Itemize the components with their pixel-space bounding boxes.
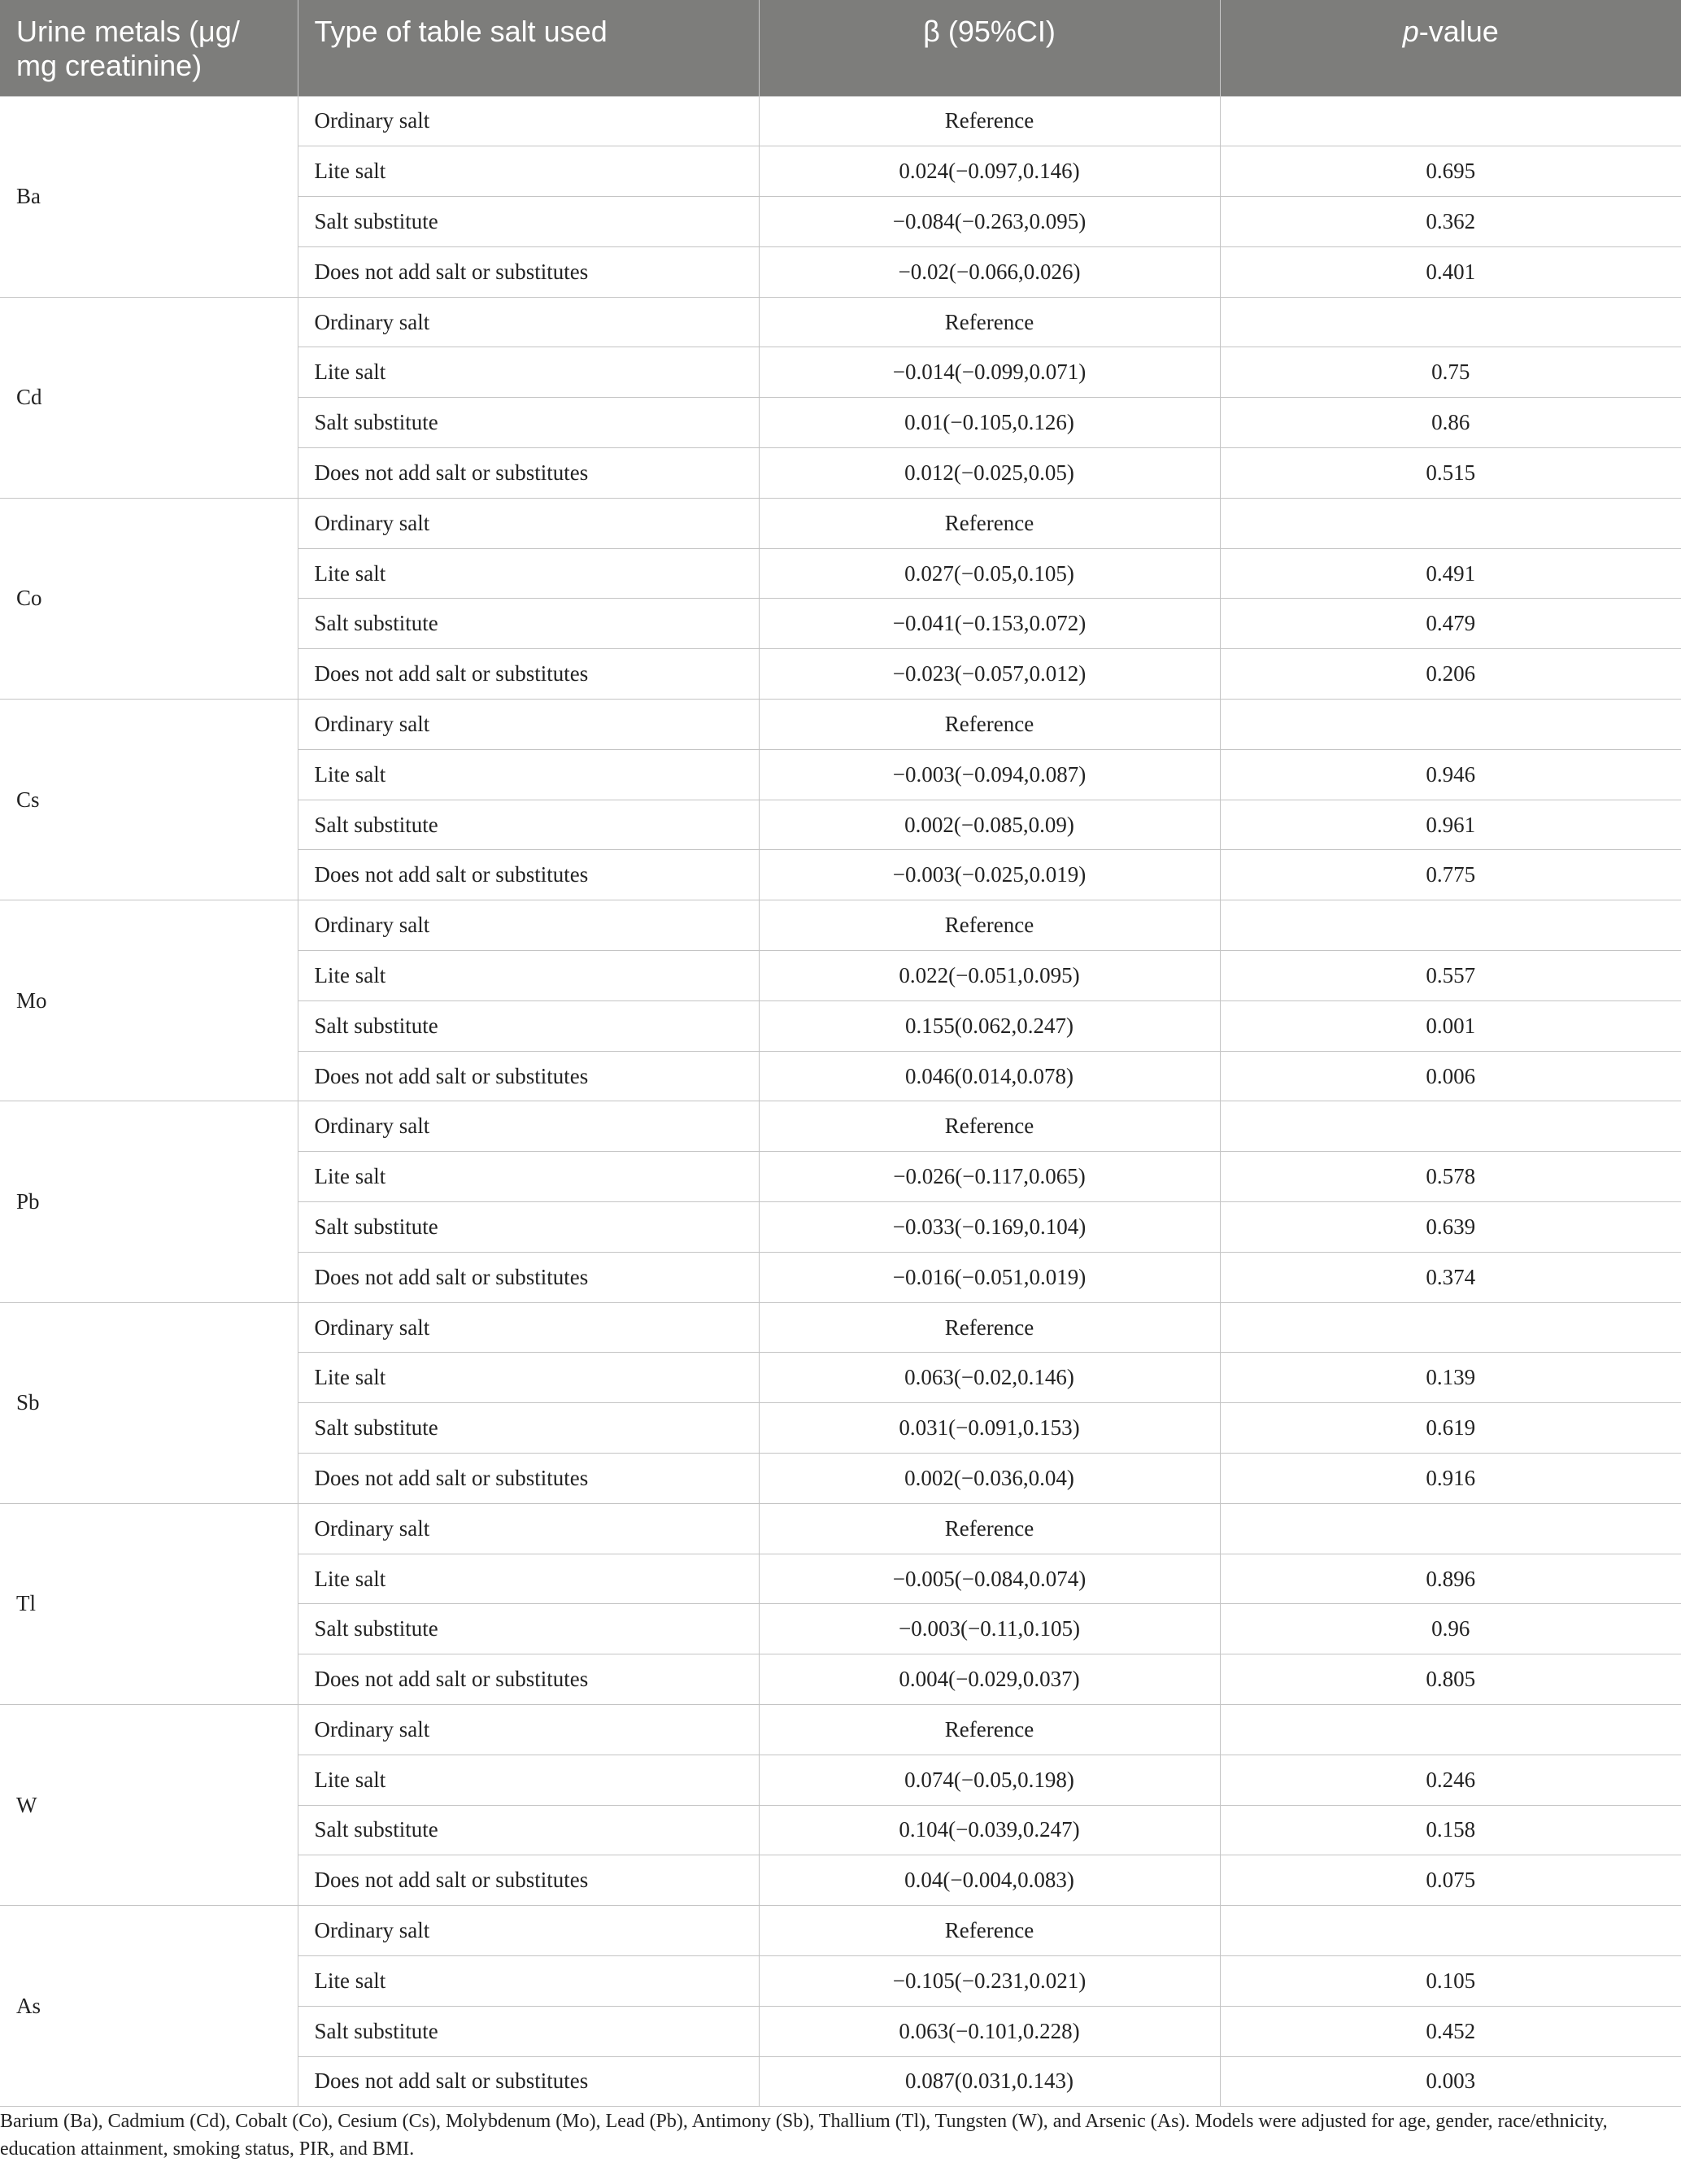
beta-ci-cell: 0.04(−0.004,0.083): [759, 1855, 1220, 1906]
beta-ci-cell: 0.002(−0.085,0.09): [759, 800, 1220, 850]
table-row: [0, 1503, 1681, 1554]
p-value-cell: [1220, 1302, 1681, 1353]
salt-type-cell: Ordinary salt: [298, 1101, 759, 1152]
p-value-cell: [1220, 1906, 1681, 1956]
salt-type-cell: Lite salt: [298, 1152, 759, 1202]
beta-ci-cell: 0.063(−0.02,0.146): [759, 1353, 1220, 1403]
table-row: [0, 900, 1681, 951]
beta-ci-cell: Reference: [759, 1101, 1220, 1152]
salt-type-cell: Lite salt: [298, 1755, 759, 1805]
beta-ci-cell: −0.041(−0.153,0.072): [759, 599, 1220, 649]
beta-ci-cell: Reference: [759, 1906, 1220, 1956]
p-value-cell: [1220, 900, 1681, 951]
salt-type-cell: Lite salt: [298, 1353, 759, 1403]
salt-type-cell: Salt substitute: [298, 1403, 759, 1454]
salt-type-cell: Does not add salt or substitutes: [298, 1252, 759, 1302]
salt-type-cell: Does not add salt or substitutes: [298, 649, 759, 700]
salt-type-cell: Ordinary salt: [298, 96, 759, 146]
header-p-suffix: -value: [1418, 15, 1499, 48]
beta-ci-cell: 0.022(−0.051,0.095): [759, 951, 1220, 1001]
beta-ci-cell: 0.027(−0.05,0.105): [759, 548, 1220, 599]
p-value-cell: 0.003: [1220, 2056, 1681, 2107]
header-p-value: [1220, 0, 1681, 96]
salt-type-cell: Does not add salt or substitutes: [298, 1454, 759, 1504]
salt-type-cell: Does not add salt or substitutes: [298, 2056, 759, 2107]
beta-ci-cell: 0.155(0.062,0.247): [759, 1000, 1220, 1051]
p-value-cell: 0.896: [1220, 1554, 1681, 1604]
salt-type-cell: Salt substitute: [298, 1604, 759, 1654]
table-row: [0, 1906, 1681, 1956]
p-value-cell: 0.139: [1220, 1353, 1681, 1403]
table-body: [0, 96, 1681, 2107]
metal-cell: Pb: [0, 1101, 298, 1302]
p-value-cell: [1220, 96, 1681, 146]
beta-ci-cell: −0.084(−0.263,0.095): [759, 197, 1220, 247]
p-value-cell: [1220, 700, 1681, 750]
p-value-cell: 0.75: [1220, 347, 1681, 398]
p-value-cell: 0.961: [1220, 800, 1681, 850]
p-value-cell: [1220, 498, 1681, 548]
salt-type-cell: Does not add salt or substitutes: [298, 448, 759, 499]
p-value-cell: 0.775: [1220, 850, 1681, 900]
salt-type-cell: Does not add salt or substitutes: [298, 246, 759, 297]
beta-ci-cell: 0.01(−0.105,0.126): [759, 398, 1220, 448]
p-value-cell: 0.452: [1220, 2006, 1681, 2056]
metal-cell: Tl: [0, 1503, 298, 1704]
p-value-cell: 0.695: [1220, 146, 1681, 197]
beta-ci-cell: Reference: [759, 900, 1220, 951]
p-value-cell: 0.158: [1220, 1805, 1681, 1855]
beta-ci-cell: 0.024(−0.097,0.146): [759, 146, 1220, 197]
salt-type-cell: Lite salt: [298, 146, 759, 197]
salt-type-cell: Salt substitute: [298, 2006, 759, 2056]
beta-ci-cell: −0.105(−0.231,0.021): [759, 1955, 1220, 2006]
p-value-cell: 0.491: [1220, 548, 1681, 599]
p-value-cell: 0.006: [1220, 1051, 1681, 1101]
p-value-cell: 0.374: [1220, 1252, 1681, 1302]
header-p-italic: p: [1402, 15, 1419, 48]
p-value-cell: 0.206: [1220, 649, 1681, 700]
beta-ci-cell: −0.003(−0.094,0.087): [759, 749, 1220, 800]
p-value-cell: 0.515: [1220, 448, 1681, 499]
beta-ci-cell: 0.104(−0.039,0.247): [759, 1805, 1220, 1855]
beta-ci-cell: Reference: [759, 1302, 1220, 1353]
salt-type-cell: Ordinary salt: [298, 498, 759, 548]
salt-type-cell: Does not add salt or substitutes: [298, 1654, 759, 1705]
p-value-cell: 0.479: [1220, 599, 1681, 649]
p-value-cell: 0.362: [1220, 197, 1681, 247]
salt-type-cell: Lite salt: [298, 347, 759, 398]
metal-cell: Co: [0, 498, 298, 699]
beta-ci-cell: 0.012(−0.025,0.05): [759, 448, 1220, 499]
salt-type-cell: Salt substitute: [298, 1202, 759, 1253]
table-header: [0, 0, 1681, 96]
header-salt-type: Type of table salt used: [298, 0, 759, 96]
beta-ci-cell: Reference: [759, 498, 1220, 548]
beta-ci-cell: −0.02(−0.066,0.026): [759, 246, 1220, 297]
header-beta-ci: β (95%CI): [759, 0, 1220, 96]
beta-ci-cell: 0.031(−0.091,0.153): [759, 1403, 1220, 1454]
header-urine-metals: Urine metals (μg/ mg creatinine): [0, 0, 298, 96]
beta-ci-cell: −0.014(−0.099,0.071): [759, 347, 1220, 398]
beta-ci-cell: −0.023(−0.057,0.012): [759, 649, 1220, 700]
salt-type-cell: Ordinary salt: [298, 700, 759, 750]
beta-ci-cell: Reference: [759, 700, 1220, 750]
salt-type-cell: Salt substitute: [298, 800, 759, 850]
metal-cell: Mo: [0, 900, 298, 1101]
salt-type-cell: Lite salt: [298, 1955, 759, 2006]
salt-type-cell: Ordinary salt: [298, 1503, 759, 1554]
salt-type-cell: Lite salt: [298, 749, 759, 800]
beta-ci-cell: 0.063(−0.101,0.228): [759, 2006, 1220, 2056]
salt-type-cell: Does not add salt or substitutes: [298, 1855, 759, 1906]
beta-ci-cell: −0.003(−0.025,0.019): [759, 850, 1220, 900]
beta-ci-cell: 0.074(−0.05,0.198): [759, 1755, 1220, 1805]
p-value-cell: [1220, 1705, 1681, 1755]
salt-type-cell: Salt substitute: [298, 1805, 759, 1855]
salt-type-cell: Does not add salt or substitutes: [298, 1051, 759, 1101]
p-value-cell: [1220, 297, 1681, 347]
salt-type-cell: Ordinary salt: [298, 297, 759, 347]
salt-type-cell: Ordinary salt: [298, 1302, 759, 1353]
table-row: [0, 297, 1681, 347]
metal-cell: Cd: [0, 297, 298, 498]
p-value-cell: 0.075: [1220, 1855, 1681, 1906]
salt-type-cell: Salt substitute: [298, 398, 759, 448]
salt-type-cell: Ordinary salt: [298, 1705, 759, 1755]
beta-ci-cell: Reference: [759, 1705, 1220, 1755]
beta-ci-cell: 0.087(0.031,0.143): [759, 2056, 1220, 2107]
p-value-cell: 0.001: [1220, 1000, 1681, 1051]
salt-type-cell: Ordinary salt: [298, 1906, 759, 1956]
beta-ci-cell: Reference: [759, 297, 1220, 347]
p-value-cell: 0.96: [1220, 1604, 1681, 1654]
p-value-cell: 0.105: [1220, 1955, 1681, 2006]
salt-type-cell: Salt substitute: [298, 599, 759, 649]
p-value-cell: 0.246: [1220, 1755, 1681, 1805]
salt-type-cell: Lite salt: [298, 1554, 759, 1604]
p-value-cell: 0.639: [1220, 1202, 1681, 1253]
table-row: [0, 1101, 1681, 1152]
salt-type-cell: Lite salt: [298, 548, 759, 599]
table-row: [0, 700, 1681, 750]
p-value-cell: 0.86: [1220, 398, 1681, 448]
beta-ci-cell: 0.004(−0.029,0.037): [759, 1654, 1220, 1705]
metal-cell: Ba: [0, 96, 298, 297]
beta-ci-cell: −0.005(−0.084,0.074): [759, 1554, 1220, 1604]
p-value-cell: 0.401: [1220, 246, 1681, 297]
p-value-cell: 0.805: [1220, 1654, 1681, 1705]
beta-ci-cell: Reference: [759, 1503, 1220, 1554]
beta-ci-cell: −0.026(−0.117,0.065): [759, 1152, 1220, 1202]
beta-ci-cell: 0.002(−0.036,0.04): [759, 1454, 1220, 1504]
p-value-cell: 0.619: [1220, 1403, 1681, 1454]
p-value-cell: 0.916: [1220, 1454, 1681, 1504]
table-row: [0, 96, 1681, 146]
beta-ci-cell: Reference: [759, 96, 1220, 146]
salt-type-cell: Does not add salt or substitutes: [298, 850, 759, 900]
table-row: [0, 1302, 1681, 1353]
beta-ci-cell: −0.003(−0.11,0.105): [759, 1604, 1220, 1654]
metal-cell: Sb: [0, 1302, 298, 1503]
beta-ci-cell: −0.016(−0.051,0.019): [759, 1252, 1220, 1302]
beta-ci-cell: −0.033(−0.169,0.104): [759, 1202, 1220, 1253]
p-value-cell: [1220, 1101, 1681, 1152]
p-value-cell: 0.557: [1220, 951, 1681, 1001]
table-footnote: Barium (Ba), Cadmium (Cd), Cobalt (Co), Cesium (Cs), Molybdenum (Mo), Lead (Pb), Antimony (Sb), Thallium (Tl), Tungsten (W), and Arsenic (As). Models were adjusted for age, gender, race/ethnicity, education attainment, smoking status, PIR, and BMI.: [0, 2111, 1608, 2160]
p-value-cell: 0.578: [1220, 1152, 1681, 1202]
metal-cell: W: [0, 1705, 298, 1906]
header-row: [0, 0, 1681, 96]
salt-type-cell: Salt substitute: [298, 197, 759, 247]
salt-type-cell: Salt substitute: [298, 1000, 759, 1051]
p-value-cell: [1220, 1503, 1681, 1554]
table-row: [0, 1705, 1681, 1755]
p-value-cell: 0.946: [1220, 749, 1681, 800]
metal-cell: As: [0, 1906, 298, 2107]
table-row: [0, 498, 1681, 548]
salt-type-cell: Ordinary salt: [298, 900, 759, 951]
beta-ci-cell: 0.046(0.014,0.078): [759, 1051, 1220, 1101]
salt-type-cell: Lite salt: [298, 951, 759, 1001]
metal-cell: Cs: [0, 700, 298, 900]
